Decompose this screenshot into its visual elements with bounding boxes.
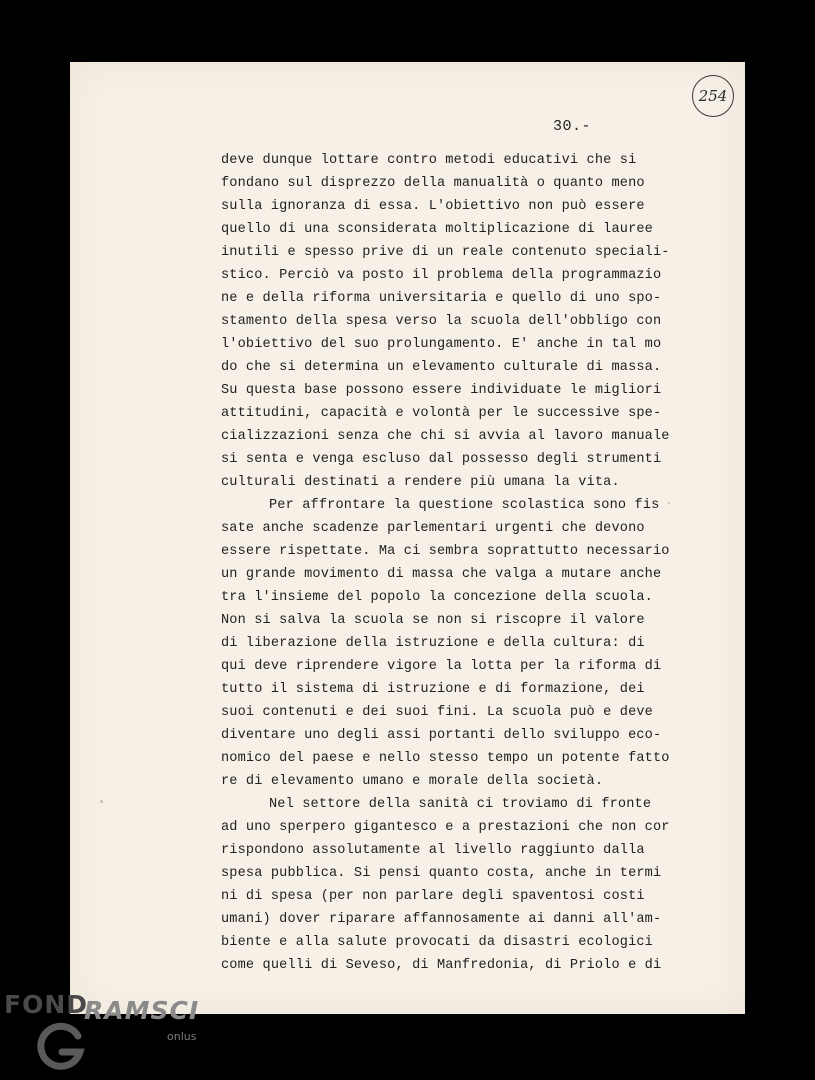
text-line: cializzazioni senza che chi si avvia al lavoro manuale (221, 429, 670, 444)
text-line: stico. Perciò va posto il problema della programmazio (221, 268, 662, 283)
fondazione-gramsci-logo (0, 982, 220, 1080)
text-line: diventare uno degli assi portanti dello sviluppo eco- (221, 728, 662, 743)
text-line: qui deve riprendere vigore la lotta per la riforma di (221, 659, 662, 674)
text-line: re di elevamento umano e morale della società. (221, 774, 604, 789)
text-line: sate anche scadenze parlementari urgenti che devono (221, 521, 645, 536)
text-line: culturali destinati a rendere più umana la vita. (221, 475, 620, 490)
text-line: ni di spesa (per non parlare degli spaventosi costi (221, 889, 645, 904)
text-line: fondano sul disprezzo della manualità o quanto meno (221, 176, 645, 191)
text-line: sulla ignoranza di essa. L'obiettivo non può essere (221, 199, 645, 214)
text-line: tutto il sistema di istruzione e di formazione, dei (221, 682, 645, 697)
text-line: attitudini, capacità e volontà per le successive spe- (221, 406, 662, 421)
logo-onlus-text: onlus (167, 1030, 197, 1043)
text-line: tra l'insieme del popolo la concezione della scuola. (221, 590, 653, 605)
text-line: rispondono assolutamente al livello raggiunto dalla (221, 843, 645, 858)
paper-speck (100, 800, 103, 803)
text-line: ad uno sperpero gigantesco e a prestazioni che non cor (221, 820, 670, 835)
text-line: ne e della riforma universitaria e quello di uno spo- (221, 291, 662, 306)
text-line: di liberazione della istruzione e della cultura: di (221, 636, 645, 651)
logo-fond-text: FOND (4, 990, 89, 1019)
logo-g-icon (34, 1022, 86, 1074)
text-line: stamento della spesa verso la scuola dell'obbligo con (221, 314, 662, 329)
text-line: Per affrontare la questione scolastica sono fis (269, 498, 660, 513)
text-line: inutili e spesso prive di un reale contenuto speciali- (221, 245, 670, 260)
archive-stamp: 254 (692, 75, 734, 117)
text-line: suoi contenuti e dei suoi fini. La scuola può e deve (221, 705, 653, 720)
text-line: essere rispettate. Ma ci sembra soprattutto necessario (221, 544, 670, 559)
text-line: si senta e venga escluso dal possesso degli strumenti (221, 452, 662, 467)
text-line: nomico del paese e nello stesso tempo un potente fatto (221, 751, 670, 766)
logo-gramsci-text: RAMSCI (84, 996, 200, 1025)
paper-speck (668, 502, 670, 504)
text-line: un grande movimento di massa che valga a mutare anche (221, 567, 662, 582)
text-line: l'obiettivo del suo prolungamento. E' anche in tal mo (221, 337, 662, 352)
document-page (70, 62, 745, 1014)
text-line: deve dunque lottare contro metodi educativi che si (221, 153, 637, 168)
text-line: come quelli di Seveso, di Manfredonia, di Priolo e di (221, 958, 662, 973)
text-line: umani) dover riparare affannosamente ai danni all'am- (221, 912, 662, 927)
text-line: Non si salva la scuola se non si riscopre il valore (221, 613, 645, 628)
page-number: 30.- (553, 118, 592, 135)
text-line: biente e alla salute provocati da disastri ecologici (221, 935, 653, 950)
text-line: Su questa base possono essere individuate le migliori (221, 383, 662, 398)
text-line: quello di una sconsiderata moltiplicazione di lauree (221, 222, 653, 237)
typed-text-body (221, 149, 670, 977)
text-line: spesa pubblica. Si pensi quanto costa, anche in termi (221, 866, 662, 881)
text-line: Nel settore della sanità ci troviamo di fronte (269, 797, 652, 812)
text-line: do che si determina un elevamento culturale di massa. (221, 360, 662, 375)
